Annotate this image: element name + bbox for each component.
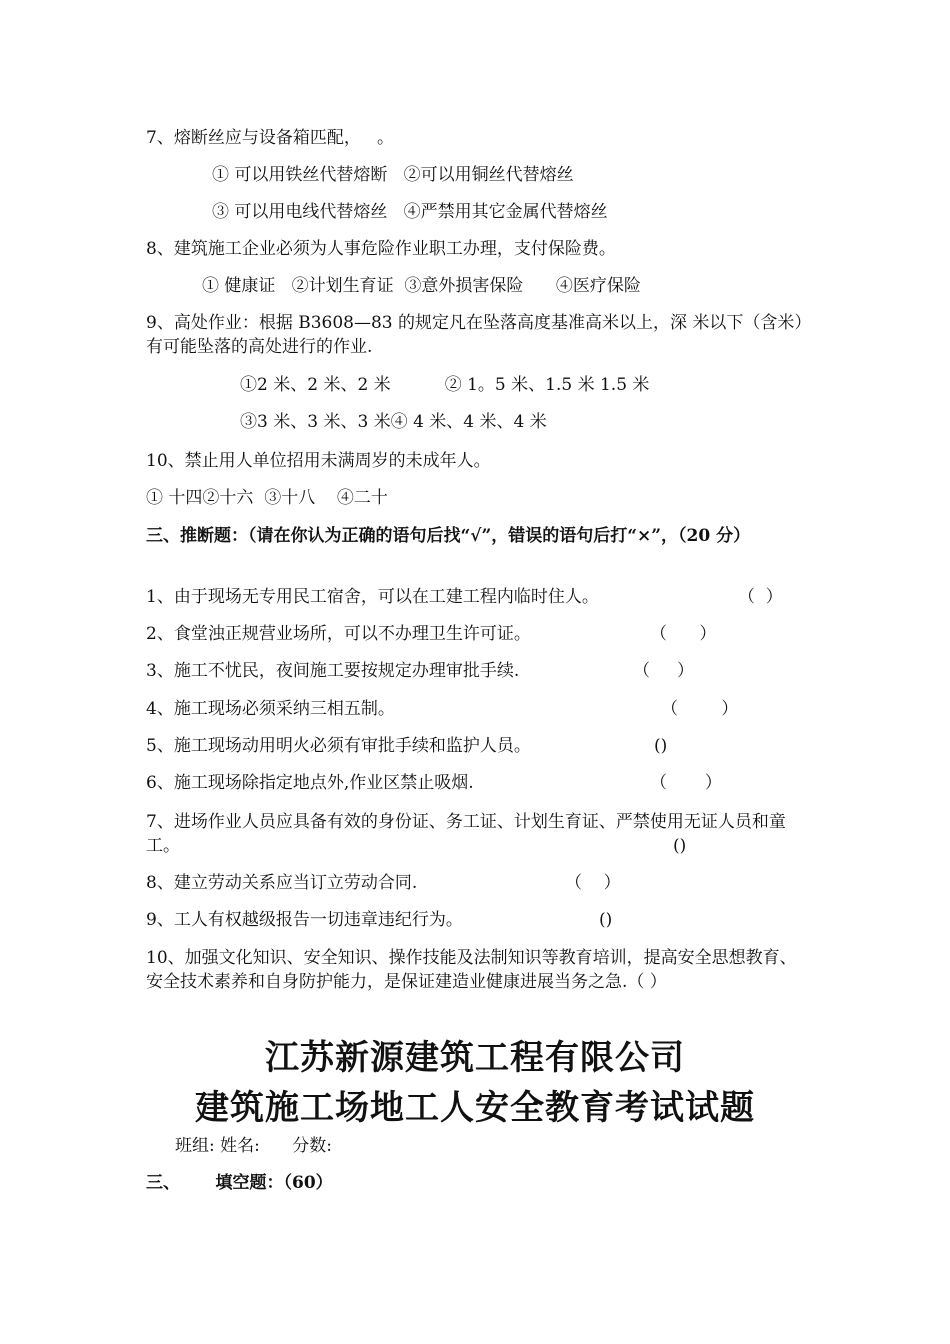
question-10: 10、禁止用人单位招用未满周岁的未成年人。 [146,451,491,471]
judge-item-8: 8、建立劳动关系应当订立劳动合同. [146,873,418,893]
judge-item-3: 3、施工不忧民，夜间施工要按规定办理审批手续. [146,661,520,681]
judge-item-7: 7、进场作业人员应具备有效的身份证、务工证、计划生育证、严禁使用无证人员和童工。 [146,812,786,856]
question-9: 9、高处作业：根据 B3608—83 的规定凡在坠落高度基准高米以上，深 米以下（含米）有可能坠落的高处进行的作业. [146,313,803,357]
judge-item-3-answer-bracket[interactable]: （ ） [633,661,695,681]
judge-item-2: 2、食堂浊正规营业场所，可以不办理卫生许可证。 [146,624,531,644]
question-7-options-line-2: ③ 可以用电线代替熔丝 ④严禁用其它金属代替熔丝 [212,202,608,222]
judge-item-5: 5、施工现场动用明火必须有审批手续和监护人员。 [146,736,531,756]
question-7-options-line-1: ① 可以用铁丝代替熔断 ②可以用铜丝代替熔丝 [212,165,574,185]
question-8-options: ① 健康证 ②计划生育证 ③意外损害保险 ④医疗保险 [202,276,641,296]
exam-title: 建筑施工场地工人安全教育考试试题 [195,1088,755,1128]
company-title: 江苏新源建筑工程有限公司 [265,1038,685,1078]
question-9-options-line-1: ①2 米、2 米、2 米 ② 1。5 米、1.5 米 1.5 米 [240,375,650,395]
judge-item-4-answer-bracket[interactable]: （ ） [661,699,739,719]
judge-item-8-answer-bracket[interactable]: （ ） [565,873,621,893]
question-10-options: ① 十四②十六 ③十八 ④二十 [146,488,388,508]
judge-item-5-answer-bracket[interactable]: () [654,736,668,756]
judge-item-9-answer-bracket[interactable]: () [599,910,613,930]
judge-item-4: 4、施工现场必须采纳三相五制。 [146,699,395,719]
judge-item-1-answer-bracket[interactable]: （ ） [738,587,783,607]
section-judge-heading: 三、推断题：（请在你认为正确的语句后找“√”，错误的语句后打“×”，（20 分） [146,526,751,546]
section-fill-heading: 三、 填空题：（60） [146,1173,333,1193]
info-line-class-name-score: 班组: 姓名: 分数: [175,1136,333,1156]
judge-item-10: 10、加强文化知识、安全知识、操作技能及法制知识等教育培训，提高安全思想教育、安全技术素养和自身防护能力，是保证建造业健康进展当务之急.（ ） [146,948,797,992]
judge-item-2-answer-bracket[interactable]: （ ） [650,624,717,644]
question-7: 7、熔断丝应与设备箱匹配， 。 [146,128,395,148]
judge-item-7-answer-bracket[interactable]: () [673,836,687,856]
judge-item-1: 1、由于现场无专用民工宿舍，可以在工建工程内临时住人。 [146,587,599,607]
judge-item-6-answer-bracket[interactable]: （ ） [650,773,722,793]
question-8: 8、建筑施工企业必须为人事危险作业职工办理，支付保险费。 [146,239,616,259]
question-9-options-line-2: ③3 米、3 米、3 米④ 4 米、4 米、4 米 [240,412,547,432]
judge-item-9: 9、工人有权越级报告一切违章违纪行为。 [146,910,463,930]
judge-item-6: 6、施工现场除指定地点外,作业区禁止吸烟. [146,773,474,793]
